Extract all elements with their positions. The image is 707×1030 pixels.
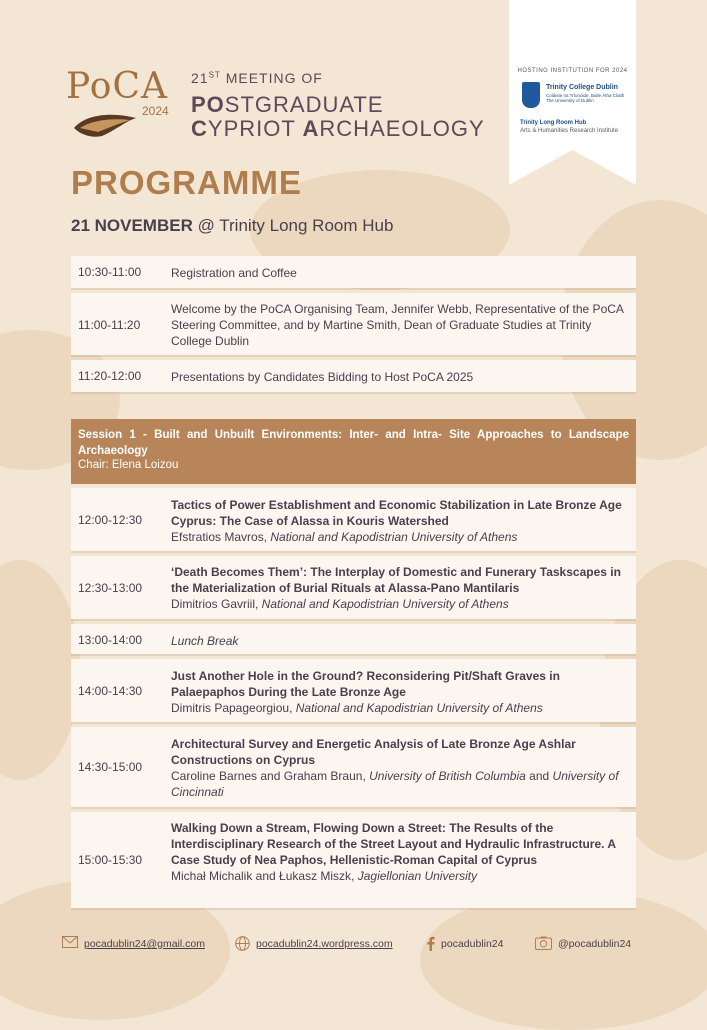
session-chair: Chair: Elena Loizou — [78, 459, 179, 471]
email-link[interactable]: pocadublin24@gmail.com — [84, 938, 205, 950]
time-slot: 15:00-15:30 — [78, 853, 143, 867]
talk-details: Just Another Hole in the Ground? Reconsidering Pit/Shaft Graves in Palaepaphos During the Late Bronze Age Dimitris Papageorgiou, National and Kapodistrian University of Athens — [171, 668, 631, 716]
talk-title: Walking Down a Stream, Flowing Down a Street: The Results of the Interdisciplinary Research of the Street Layout and Hydraulic Infrastructure. A Case Study of Nea Paphos, Hellenistic-Roman Capital of Cyprus — [171, 821, 616, 867]
talk-row — [71, 488, 636, 551]
talk-title: ‘Death Becomes Them’: The Interplay of Domestic and Funerary Taskscapes in the Materialization of Burial Rituals at Alassa-Pano Mantilaris — [171, 565, 621, 595]
host-label: HOSTING INSTITUTION FOR 2024 — [517, 68, 628, 74]
schedule-row — [71, 293, 636, 355]
event-text: Welcome by the PoCA Organising Team, Jennifer Webb, Representative of the PoCA Steering Committee, and by Martine Smith, Dean of Graduate Studies at Trinity College Dublin — [171, 302, 624, 348]
time-slot: 13:00-14:00 — [78, 633, 143, 647]
email-icon — [62, 936, 78, 948]
poca-logo — [66, 66, 178, 144]
time-slot: 11:00-11:20 — [78, 318, 141, 332]
affiliation: University of British Columbia — [369, 769, 526, 783]
bird-icon — [72, 110, 138, 140]
background-texture — [0, 560, 80, 780]
break-row — [71, 624, 636, 654]
logo-year: 2024 — [142, 104, 169, 118]
background-texture — [420, 890, 707, 1030]
instagram-icon — [535, 936, 552, 950]
speaker-name: Caroline Barnes and Graham Braun — [171, 769, 363, 783]
talk-row — [71, 812, 636, 908]
schedule-row — [71, 256, 636, 288]
event-text: Presentations by Candidates Bidding to Host PoCA 2025 — [171, 370, 474, 384]
hub-name: Trinity Long Room Hub — [520, 120, 587, 126]
hub-subtitle: Arts & Humanities Research Institute — [520, 128, 619, 134]
conference-title-line-1: POSTGRADUATE — [191, 92, 384, 117]
time-slot: 14:30-15:00 — [78, 760, 143, 774]
affiliation: National and Kapodistrian University of Athens — [270, 530, 518, 544]
conference-title-line-2: CYPRIOT ARCHAEOLOGY — [191, 116, 485, 141]
talk-row — [71, 727, 636, 807]
facebook-handle[interactable]: pocadublin24 — [441, 938, 504, 950]
talk-row — [71, 556, 636, 619]
affiliation: Jagiellonian University — [357, 869, 478, 883]
speaker-name: Michał Michalik and Łukasz Miszk — [171, 869, 352, 883]
trinity-crest-icon — [522, 82, 540, 108]
talk-details: Walking Down a Stream, Flowing Down a Street: The Results of the Interdisciplinary Research of the Street Layout and Hydraulic Infrastructure. A Case Study of Nea Paphos, Hellenistic-Roman Capital of Cyprus Michał Michalik and Łukasz Miszk, Jagiellonian University — [171, 820, 631, 884]
session-header — [71, 419, 636, 484]
affiliation: National and Kapodistrian University of Athens — [261, 597, 509, 611]
speaker-name: Efstratios Mavros — [171, 530, 264, 544]
time-slot: 10:30-11:00 — [78, 265, 142, 279]
break-label: Lunch Break — [171, 634, 239, 648]
instagram-handle[interactable]: @pocadublin24 — [558, 938, 632, 950]
affiliation-2: University of Cincinnati — [171, 769, 619, 799]
meeting-line: 21ST MEETING OF — [191, 70, 323, 86]
talk-title: Tactics of Power Establishment and Economic Stabilization in Late Bronze Age Cyprus: The Case of Alassa in Kouris Watershed — [171, 498, 622, 528]
website-link[interactable]: pocadublin24.wordpress.com — [256, 938, 393, 950]
speaker-name: Dimitrios Gavriil — [171, 597, 255, 611]
globe-icon — [235, 936, 250, 951]
logo-text: PoCA — [66, 66, 168, 107]
schedule-row — [71, 360, 636, 392]
talk-details: Architectural Survey and Energetic Analysis of Late Bronze Age Ashlar Constructions on Cyprus Caroline Barnes and Graham Braun, University of British Columbia and University of Cincinnati — [171, 736, 631, 800]
time-slot: 11:20-12:00 — [78, 369, 142, 383]
tcd-name: Trinity College Dublin — [546, 84, 618, 91]
time-slot: 12:30-13:00 — [78, 581, 143, 595]
talk-details: ‘Death Becomes Them’: The Interplay of Domestic and Funerary Taskscapes in the Materialization of Burial Rituals at Alassa-Pano Mantilaris Dimitrios Gavriil, National and Kapodistrian University of Athens — [171, 564, 631, 612]
speaker-name: Dimitris Papageorgiou — [171, 701, 290, 715]
affiliation: National and Kapodistrian University of Athens — [295, 701, 543, 715]
talk-title: Just Another Hole in the Ground? Reconsidering Pit/Shaft Graves in Palaepaphos During the Late Bronze Age — [171, 669, 560, 699]
time-slot: 12:00-12:30 — [78, 513, 143, 527]
facebook-icon — [426, 936, 435, 951]
event-text: Registration and Coffee — [171, 266, 297, 280]
talk-row — [71, 659, 636, 722]
tcd-subtitle: Coláiste na Tríonóide, Baile Átha Cliath The University of Dublin — [546, 93, 625, 103]
talk-title: Architectural Survey and Energetic Analysis of Late Bronze Age Ashlar Constructions on Cyprus — [171, 737, 576, 767]
date-location: 21 NOVEMBER @ Trinity Long Room Hub — [71, 216, 394, 235]
session-title: Session 1 - Built and Unbuilt Environments: Inter- and Intra- Site Approaches to Landscape Archaeology — [78, 429, 629, 457]
header — [0, 0, 707, 160]
time-slot: 14:00-14:30 — [78, 684, 143, 698]
talk-details: Tactics of Power Establishment and Economic Stabilization in Late Bronze Age Cyprus: The Case of Alassa in Kouris Watershed Efstratios Mavros, National and Kapodistrian University of Athens — [171, 497, 631, 545]
footer-contacts — [0, 932, 707, 960]
page-title: PROGRAMME — [71, 164, 302, 201]
